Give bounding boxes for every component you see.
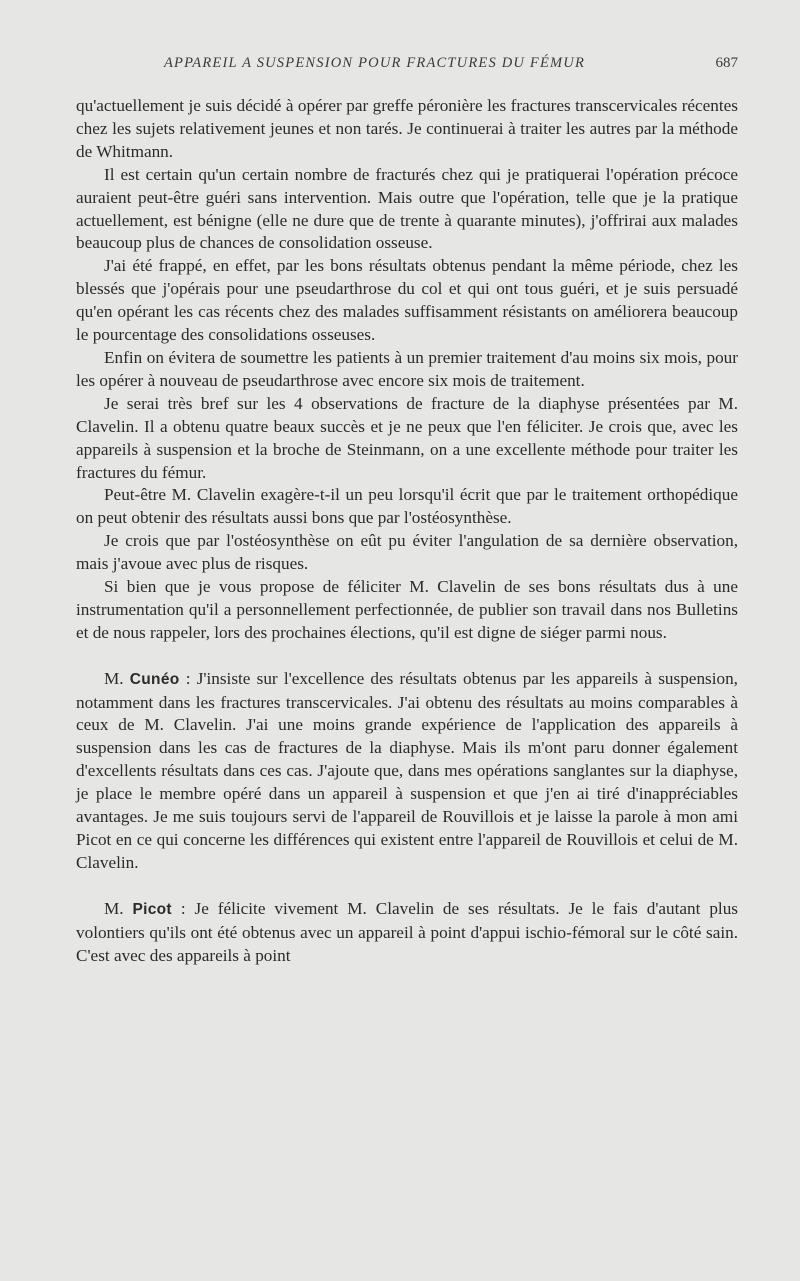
speaker-name: Cunéo <box>129 670 180 688</box>
paragraph: Je crois que par l'ostéosynthèse on eût pu éviter l'angulation de sa dernière observation, mais j'avoue avec plus de risques. <box>76 531 738 574</box>
paragraph: Je serai très bref sur les 4 observations de fracture de la diaphyse présentées par M. Clavelin. Il a obtenu quatre beaux succès et je ne peux que l'en féliciter. Je crois que, avec les appareils à suspension et la broche de Steinmann, on a une excellente méthode pour traiter les fractures du fémur. <box>76 393 738 482</box>
paragraph: J'ai été frappé, en effet, par les bons résultats obtenus pendant la même période, chez les blessés que j'opérais pour une pseudarthrose du col et qui ont tous guéri, et je suis persuadé qu'en opérant les cas récents chez des malades suffisamment résistants on améliorera beaucoup le pourcentage des consolidations osseuses. <box>76 256 738 345</box>
running-head <box>76 55 738 79</box>
speaker-name: Picot <box>132 900 172 918</box>
speech-text: : J'insiste sur l'excellence des résultats obtenus par les appareils à suspension, notamment dans les fractures transcervicales. J'ai obtenu des résultats au moins comparables à ceux de M. Clavelin. J'ai une moins grande expérience de l'application des appareils à suspension dans les cas de fractures de la diaphyse. Mais ils m'ont paru donner également d'excellents résultats dans ces cas. J'ajoute que, dans mes opérations sanglantes sur la diaphyse, je place le membre opéré dans un appareil à suspension et que j'en ai tiré d'inappréciables avantages. Je me suis toujours servi de l'appareil de Rouvillois et je laisse la parole à mon ami Picot en ce qui concerne les différences qui existent entre l'appareil de Rouvillois et celui de M. Clavelin. <box>76 668 738 872</box>
paragraph: Enfin on évitera de soumettre les patients à un premier traitement d'au moins six mois, pour les opérer à nouveau de pseudarthrose avec encore six mois de traitement. <box>76 347 738 390</box>
speech-text: : Je félicite vivement M. Clavelin de ses résultats. Je le fais d'autant plus volontiers qu'ils ont été obtenus avec un appareil à point d'appui ischio-fémoral sur le côté sain. C'est avec des appareils à point <box>76 898 738 965</box>
speech-cuneo <box>76 668 738 875</box>
speech-picot <box>76 898 738 968</box>
running-title: APPAREIL A SUSPENSION POUR FRACTURES DU FÉMUR <box>164 55 586 71</box>
paragraph: Peut-être M. Clavelin exagère-t-il un peu lorsqu'il écrit que par le traitement orthopédique on peut obtenir des résultats aussi bons que par l'ostéosynthèse. <box>76 485 738 528</box>
paragraph: Il est certain qu'un certain nombre de fracturés chez qui je pratiquerai l'opération précoce auraient peut-être guéri sans intervention. Mais outre que l'opération, telle que je la pratique actuellement, est bénigne (elle ne dure que de trente à quarante minutes), j'offrirai aux malades beaucoup plus de chances de consolidation osseuse. <box>76 164 738 253</box>
paragraph-continuation: qu'actuellement je suis décidé à opérer par greffe péronière les fractures transcervicales récentes chez les sujets relativement jeunes et non tarés. Je continuerai à traiter les autres par la méthode de Whitmann. <box>76 96 738 161</box>
speaker-prefix: M. <box>104 898 133 918</box>
page-number: 687 <box>715 55 738 71</box>
speaker-prefix: M. <box>104 668 130 688</box>
body-text <box>76 95 738 967</box>
paragraph: Si bien que je vous propose de féliciter M. Clavelin de ses bons résultats dus à une instrumentation qu'il a personnellement perfectionnée, de publier son travail dans nos Bulletins et de nous rappeler, lors des prochaines élections, qu'il est digne de siéger parmi nous. <box>76 577 738 642</box>
